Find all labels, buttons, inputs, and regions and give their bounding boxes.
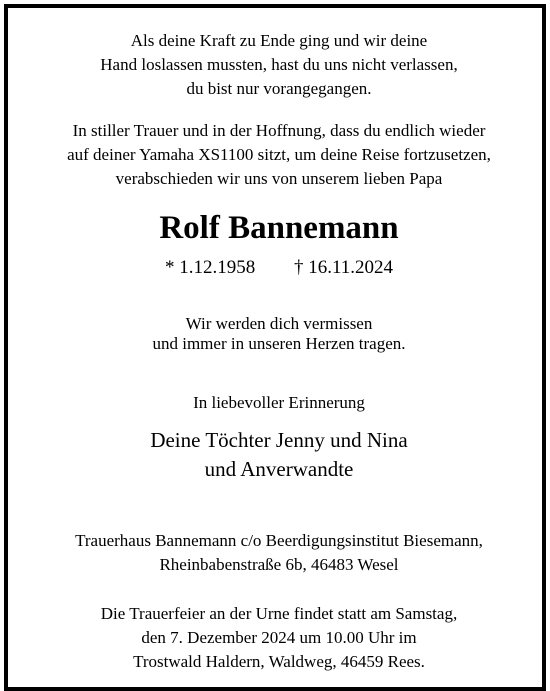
farewell-line: Wir werden dich vermissen — [185, 314, 373, 333]
obituary-notice — [4, 4, 546, 691]
address-line: Rheinbabenstraße 6b, 46483 Wesel — [159, 555, 399, 574]
intro-line: In stiller Trauer und in der Hoffnung, dass du endlich wieder — [72, 121, 486, 140]
intro-text — [8, 119, 550, 191]
poem-line: du bist nur vorangegangen. — [186, 79, 372, 98]
farewell-line: und immer in unseren Herzen tragen. — [152, 334, 406, 353]
family-line: Deine Töchter Jenny und Nina — [150, 428, 408, 452]
family-signature — [8, 426, 550, 484]
ceremony-line: den 7. Dezember 2024 um 10.00 Uhr im — [141, 628, 417, 647]
poem-line: Als deine Kraft zu Ende ging und wir deine — [130, 31, 428, 50]
farewell-text — [8, 314, 550, 354]
ceremony-details — [8, 602, 550, 674]
poem-line: Hand loslassen mussten, hast du uns nicht verlassen, — [100, 55, 458, 74]
mourning-house-address — [8, 529, 550, 577]
life-dates — [8, 253, 550, 283]
death-date: † 16.11.2024 — [293, 257, 394, 278]
intro-line: verabschieden wir uns von unserem lieben Papa — [115, 169, 443, 188]
address-line: Trauerhaus Bannemann c/o Beerdigungsinstitut Biesemann, — [75, 531, 483, 550]
family-line: und Anverwandte — [204, 457, 354, 481]
birth-date: * 1.12.1958 — [164, 257, 256, 278]
intro-line: auf deiner Yamaha XS1100 sitzt, um deine Reise fortzusetzen, — [67, 145, 491, 164]
ceremony-line: Die Trauerfeier an der Urne findet statt am Samstag, — [100, 604, 458, 623]
deceased-name: Rolf Bannemann — [159, 210, 399, 246]
ceremony-line: Trostwald Haldern, Waldweg, 46459 Rees. — [133, 652, 425, 671]
poem-verse — [8, 29, 550, 101]
memory-line: In liebevoller Erinnerung — [193, 393, 365, 412]
